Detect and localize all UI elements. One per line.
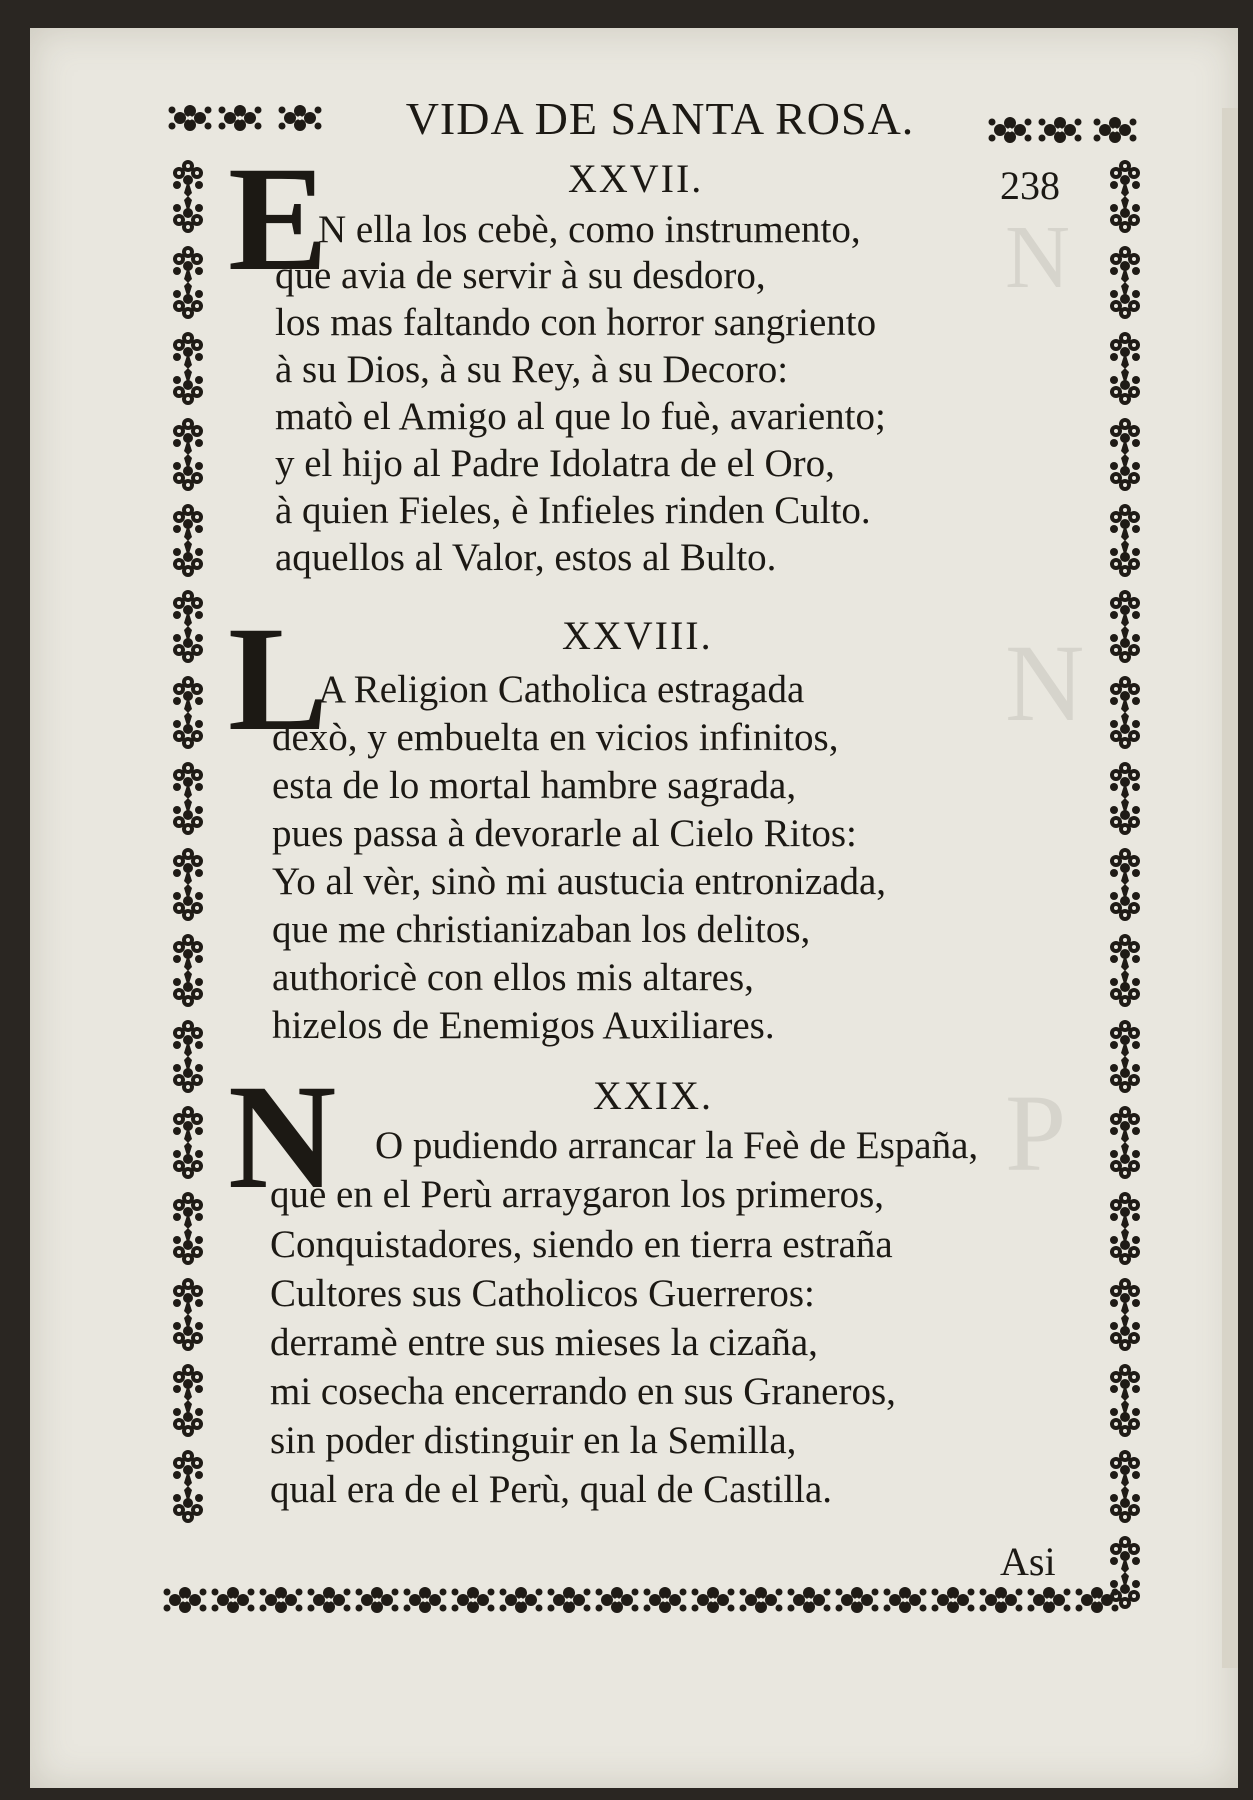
- fleuron-ornament: [1110, 1278, 1140, 1315]
- fleuron-ornament: [1110, 626, 1140, 663]
- fleuron-ornament: [1110, 1020, 1140, 1057]
- fleuron-ornament: [173, 196, 203, 233]
- fleuron-ornament: [1028, 1587, 1071, 1613]
- fleuron-ornament: [1110, 160, 1140, 197]
- fleuron-ornament: [173, 1314, 203, 1351]
- fleuron-ornament: [1110, 1314, 1140, 1351]
- show-through-text: P: [1005, 1072, 1067, 1194]
- stanza-number: XXVIII.: [562, 613, 713, 658]
- fleuron-ornament: [1110, 1228, 1140, 1265]
- fleuron-ornament: [1110, 246, 1140, 283]
- fleuron-ornament: [173, 1486, 203, 1523]
- fleuron-ornament: [1110, 798, 1140, 835]
- verse-line: O pudiendo arrancar la Feè de España,: [375, 1124, 979, 1167]
- verse-line: hizelos de Enemigos Auxiliares.: [272, 1004, 775, 1047]
- fleuron-ornament: [173, 884, 203, 921]
- fleuron-ornament: [169, 105, 212, 131]
- fleuron-ornament: [173, 798, 203, 835]
- verse-line: Cultores sus Catholicos Guerreros:: [270, 1272, 815, 1315]
- drop-cap: L: [228, 596, 329, 762]
- fleuron-ornament: [1110, 1056, 1140, 1093]
- verse-line: N ella los cebè, como instrumento,: [318, 208, 861, 251]
- fleuron-ornament: [173, 848, 203, 885]
- fleuron-ornament: [1110, 282, 1140, 319]
- fleuron-ornament: [836, 1587, 879, 1613]
- fleuron-ornament: [1110, 1192, 1140, 1229]
- verse-line: dexò, y embuelta en vicios infinitos,: [272, 716, 839, 759]
- fleuron-ornament: [1110, 590, 1140, 627]
- fleuron-ornament: [1110, 1536, 1140, 1573]
- fleuron-ornament: [173, 418, 203, 455]
- stanza-number: XXVII.: [568, 156, 704, 201]
- verse-line: à quien Fieles, è Infieles rinden Culto.: [275, 489, 871, 532]
- fleuron-ornament: [989, 117, 1032, 143]
- fleuron-ornament: [1110, 418, 1140, 455]
- fleuron-ornament: [173, 1020, 203, 1057]
- fleuron-ornament: [404, 1587, 447, 1613]
- verse-line: authoricè con ellos mis altares,: [272, 956, 754, 999]
- fleuron-ornament: [212, 1587, 255, 1613]
- fleuron-ornament: [173, 1056, 203, 1093]
- fleuron-ornament: [173, 1364, 203, 1401]
- fleuron-ornament: [219, 105, 262, 131]
- fleuron-ornament: [173, 454, 203, 491]
- fleuron-ornament: [260, 1587, 303, 1613]
- fleuron-ornament: [548, 1587, 591, 1613]
- fleuron-ornament: [1110, 1106, 1140, 1143]
- fleuron-ornament: [1110, 332, 1140, 369]
- fleuron-ornament: [173, 246, 203, 283]
- fleuron-ornament: [173, 1450, 203, 1487]
- fleuron-ornament: [932, 1587, 975, 1613]
- fleuron-ornament: [173, 504, 203, 541]
- fleuron-ornament: [1076, 1587, 1119, 1613]
- fleuron-ornament: [884, 1587, 927, 1613]
- fleuron-ornament: [173, 540, 203, 577]
- stanza-number: XXIX.: [593, 1073, 713, 1118]
- fleuron-ornament: [1110, 1364, 1140, 1401]
- fleuron-ornament: [164, 1587, 207, 1613]
- verse-line: y el hijo al Padre Idolatra de el Oro,: [275, 442, 835, 485]
- fleuron-ornament: [1110, 934, 1140, 971]
- fleuron-ornament: [173, 676, 203, 713]
- fleuron-ornament: [692, 1587, 735, 1613]
- fleuron-ornament: [1110, 712, 1140, 749]
- fleuron-ornament: [173, 970, 203, 1007]
- fleuron-ornament: [1110, 848, 1140, 885]
- verse-line: matò el Amigo al que lo fuè, avariento;: [275, 395, 886, 438]
- fleuron-ornament: [173, 368, 203, 405]
- verse-line: derramè entre sus mieses la cizaña,: [270, 1321, 818, 1364]
- verse-line: sin poder distinguir en la Semilla,: [270, 1419, 797, 1462]
- fleuron-ornament: [173, 934, 203, 971]
- drop-cap: E: [228, 136, 329, 302]
- fleuron-ornament: [1110, 970, 1140, 1007]
- fleuron-ornament: [1110, 676, 1140, 713]
- verse-line: à su Dios, à su Rey, à su Decoro:: [275, 348, 789, 391]
- fleuron-ornament: [1110, 1450, 1140, 1487]
- verse-line: Yo al vèr, sinò mi austucia entronizada,: [272, 860, 887, 903]
- verse-line: que me christianizaban los delitos,: [272, 908, 811, 951]
- verse-line: Conquistadores, siendo en tierra estraña: [270, 1223, 893, 1266]
- fleuron-ornament: [173, 590, 203, 627]
- fleuron-ornament: [644, 1587, 687, 1613]
- fleuron-ornament: [173, 1192, 203, 1229]
- fleuron-ornament: [1110, 1486, 1140, 1523]
- fleuron-ornament: [173, 282, 203, 319]
- fleuron-ornament: [1110, 196, 1140, 233]
- running-title: VIDA DE SANTA ROSA.: [405, 93, 915, 144]
- verse-line: pues passa à devorarle al Cielo Ritos:: [272, 812, 857, 855]
- fleuron-ornament: [1110, 504, 1140, 541]
- show-through-text: N: [1005, 208, 1070, 307]
- fleuron-ornament: [788, 1587, 831, 1613]
- verse-line: que avia de servir à su desdoro,: [275, 254, 766, 297]
- fleuron-ornament: [308, 1587, 351, 1613]
- fleuron-ornament: [356, 1587, 399, 1613]
- fleuron-ornament: [1110, 762, 1140, 799]
- fleuron-ornament: [1110, 1142, 1140, 1179]
- verse-line: aquellos al Valor, estos al Bulto.: [275, 536, 777, 579]
- fleuron-ornament: [173, 1228, 203, 1265]
- verse-line: que en el Perù arraygaron los primeros,: [270, 1173, 885, 1216]
- fleuron-ornament: [173, 1278, 203, 1315]
- fleuron-ornament: [500, 1587, 543, 1613]
- fleuron-ornament: [1110, 884, 1140, 921]
- fleuron-ornament: [173, 762, 203, 799]
- show-through-text: N: [1005, 622, 1085, 744]
- fleuron-ornament: [980, 1587, 1023, 1613]
- fleuron-ornament: [173, 332, 203, 369]
- fleuron-ornament: [1110, 368, 1140, 405]
- fleuron-ornament: [173, 712, 203, 749]
- catchword: Asi: [1000, 1539, 1056, 1584]
- fleuron-ornament: [1110, 454, 1140, 491]
- fleuron-ornament: [1110, 540, 1140, 577]
- verse-line: qual era de el Perù, qual de Castilla.: [270, 1468, 833, 1511]
- page-number: 238: [1000, 163, 1060, 208]
- verse-line: A Religion Catholica estragada: [318, 668, 805, 711]
- fleuron-ornament: [1094, 117, 1137, 143]
- fleuron-ornament: [173, 1400, 203, 1437]
- verse-line: mi cosecha encerrando en sus Graneros,: [270, 1370, 896, 1413]
- fleuron-ornament: [1039, 117, 1082, 143]
- fleuron-ornament: [173, 1142, 203, 1179]
- fleuron-ornament: [596, 1587, 639, 1613]
- fleuron-ornament: [452, 1587, 495, 1613]
- fleuron-ornament: [173, 1106, 203, 1143]
- fleuron-ornament: [1110, 1400, 1140, 1437]
- verse-line: los mas faltando con horror sangriento: [275, 301, 877, 344]
- drop-cap: N: [228, 1054, 337, 1220]
- fleuron-ornament: [279, 105, 322, 131]
- verse-line: esta de lo mortal hambre sagrada,: [272, 764, 797, 807]
- fleuron-ornament: [173, 160, 203, 197]
- fleuron-ornament: [173, 626, 203, 663]
- fleuron-ornament: [740, 1587, 783, 1613]
